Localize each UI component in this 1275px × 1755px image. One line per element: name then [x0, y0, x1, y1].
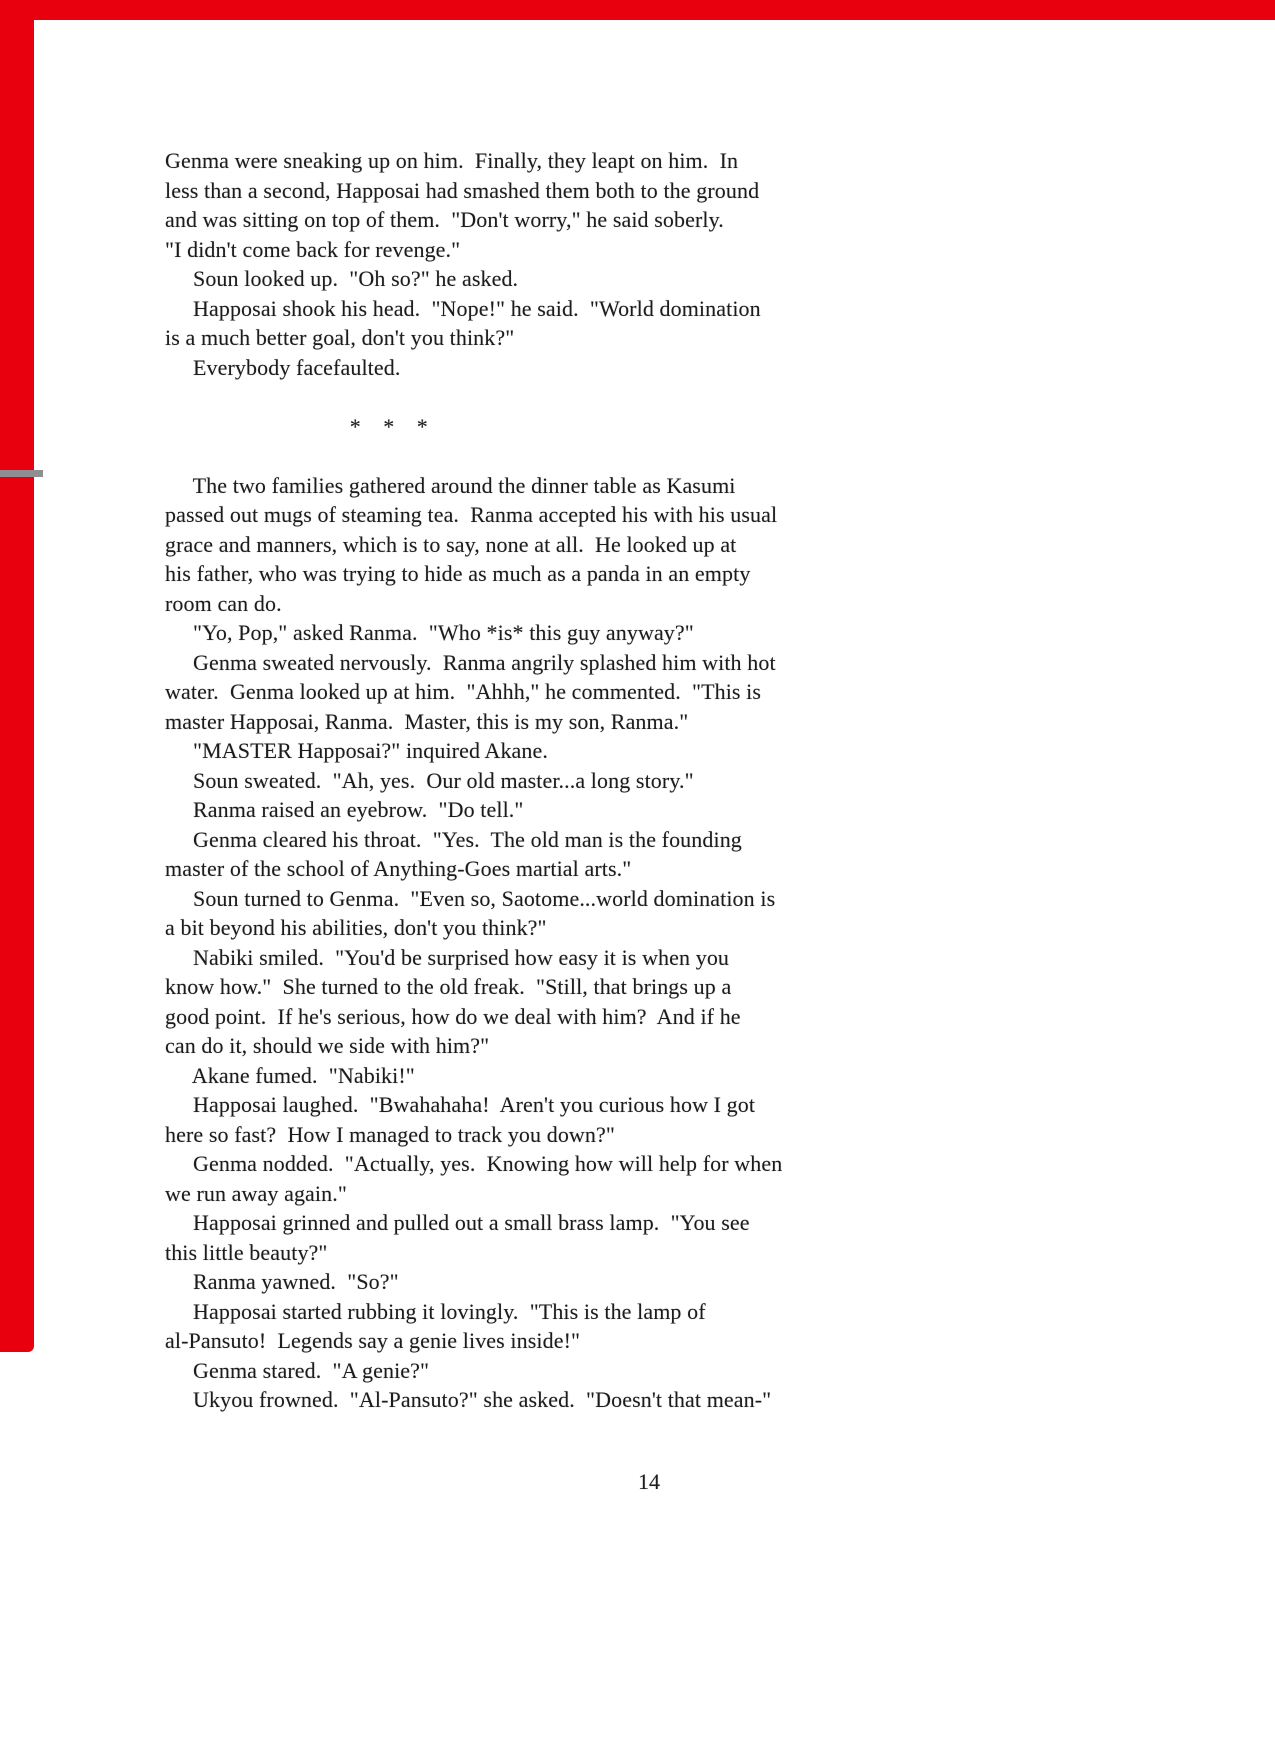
text-line: "I didn't come back for revenge.": [165, 236, 461, 262]
text-line: Soun sweated. "Ah, yes. Our old master...a long story.": [165, 767, 694, 793]
text-line: [165, 441, 885, 471]
text-line: Genma sweated nervously. Ranma angrily splashed him with hot: [165, 649, 776, 675]
text-line: grace and manners, which is to say, none at all. He looked up at: [165, 531, 737, 557]
scan-edge-left: [0, 0, 34, 1352]
text-line: Happosai grinned and pulled out a small brass lamp. "You see: [165, 1210, 750, 1235]
text-line: Ranma raised an eyebrow. "Do tell.": [165, 797, 524, 822]
text-line: Nabiki smiled. "You'd be surprised how easy it is when you: [165, 944, 730, 970]
text-line: here so fast? How I managed to track you down?": [165, 1121, 615, 1147]
binding-mark: [0, 470, 43, 477]
text-line: Happosai started rubbing it lovingly. "This is the lamp of: [165, 1298, 706, 1324]
text-line: Akane fumed. "Nabiki!": [165, 1062, 415, 1088]
text-line: master Happosai, Ranma. Master, this is my son, Ranma.": [165, 708, 689, 734]
text-line: Ranma yawned. "So?": [165, 1269, 399, 1294]
text-line: Happosai shook his head. "Nope!" he said. "World domination: [165, 295, 761, 321]
scan-edge-top: [0, 0, 1275, 20]
text-line: "Yo, Pop," asked Ranma. "Who *is* this guy anyway?": [165, 620, 694, 645]
text-line: water. Genma looked up at him. "Ahhh," he commented. "This is: [165, 679, 762, 704]
text-line: Genma cleared his throat. "Yes. The old man is the founding: [165, 826, 742, 852]
text-line: * * *: [165, 413, 428, 439]
text-line: passed out mugs of steaming tea. Ranma accepted his with his usual: [165, 502, 778, 527]
text-line: Soun looked up. "Oh so?" he asked.: [165, 266, 519, 291]
text-line: can do it, should we side with him?": [165, 1033, 490, 1058]
text-line: al-Pansuto! Legends say a genie lives inside!": [165, 1328, 581, 1353]
text-line: a bit beyond his abilities, don't you think?": [165, 915, 547, 940]
text-line: Ukyou frowned. "Al-Pansuto?" she asked. "Doesn't that mean-": [165, 1387, 772, 1412]
text-line: Everybody facefaulted.: [165, 354, 401, 380]
text-line: his father, who was trying to hide as much as a panda in an empty: [165, 561, 751, 586]
page-number: 14: [638, 1469, 660, 1494]
text-line: and was sitting on top of them. "Don't worry," he said soberly.: [165, 207, 724, 232]
text-line: Happosai laughed. "Bwahahaha! Aren't you curious how I got: [165, 1092, 756, 1117]
text-line: know how." She turned to the old freak. "Still, that brings up a: [165, 974, 732, 999]
text-line: [165, 382, 885, 412]
text-line: is a much better goal, don't you think?": [165, 325, 515, 350]
text-line: less than a second, Happosai had smashed them both to the ground: [165, 177, 760, 203]
text-line: Soun turned to Genma. "Even so, Saotome...world domination is: [165, 885, 776, 911]
text-line: we run away again.": [165, 1180, 347, 1206]
text-line: Genma stared. "A genie?": [165, 1357, 430, 1383]
text-line: good point. If he's serious, how do we deal with him? And if he: [165, 1003, 741, 1029]
text-line: The two families gathered around the dinner table as Kasumi: [165, 472, 736, 498]
text-line: Genma were sneaking up on him. Finally, they leapt on him. In: [165, 148, 739, 173]
text-line: room can do.: [165, 590, 282, 616]
text-line: Genma nodded. "Actually, yes. Knowing how will help for when: [165, 1151, 783, 1176]
text-line: master of the school of Anything-Goes martial arts.": [165, 856, 632, 881]
text-line: this little beauty?": [165, 1239, 328, 1265]
text-lines: [165, 146, 885, 1415]
text-line: "MASTER Happosai?" inquired Akane.: [165, 738, 548, 763]
